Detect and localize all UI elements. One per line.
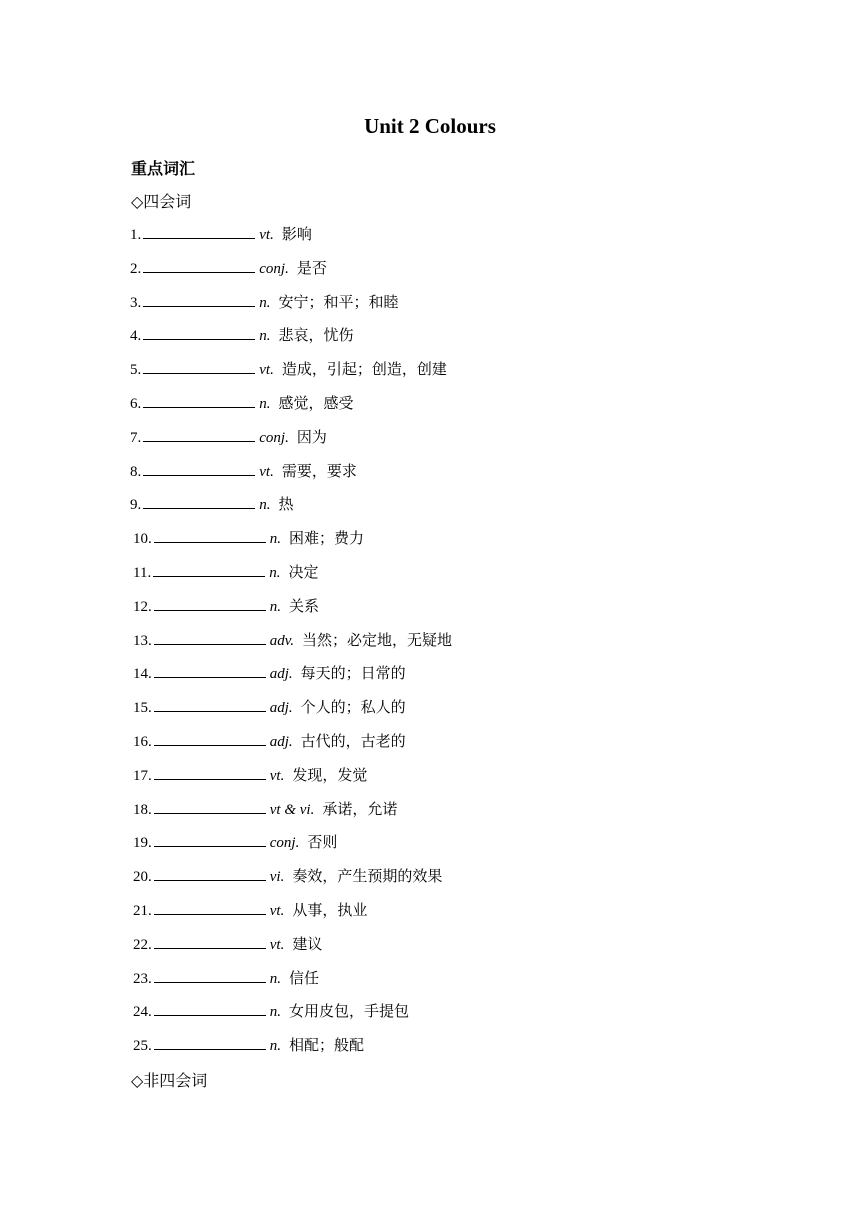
subsection-heading-four-skill-words: ◇四会词: [131, 192, 192, 211]
page-title: Unit 2 Colours: [364, 114, 496, 138]
item-number: 14.: [133, 666, 152, 682]
chinese-meaning: 热: [278, 495, 294, 513]
item-number: 13.: [133, 633, 152, 649]
answer-blank[interactable]: [154, 629, 266, 645]
part-of-speech: n.: [259, 497, 271, 513]
answer-blank[interactable]: [143, 257, 255, 273]
answer-blank[interactable]: [143, 460, 255, 476]
vocab-item: [133, 763, 367, 787]
answer-blank[interactable]: [154, 696, 266, 712]
answer-blank[interactable]: [143, 392, 255, 408]
item-number: 24.: [133, 1004, 152, 1020]
section-heading: 重点词汇: [131, 159, 196, 178]
answer-blank[interactable]: [154, 1000, 266, 1016]
item-number: 25.: [133, 1038, 152, 1054]
part-of-speech: n.: [259, 328, 271, 344]
item-number: 11.: [133, 565, 152, 581]
chinese-meaning: 悲哀，忧伤: [278, 326, 354, 344]
part-of-speech: n.: [269, 531, 281, 547]
chinese-meaning: 发现，发觉: [292, 766, 368, 784]
vocab-item: [130, 391, 354, 415]
vocab-item: [133, 695, 406, 719]
item-number: 4.: [130, 328, 142, 344]
vocab-item: [133, 898, 367, 922]
answer-blank[interactable]: [154, 933, 266, 949]
subsection-heading-non-four-skill-words: ◇非四会词: [131, 1071, 208, 1090]
chinese-meaning: 造成，引起；创造，创建: [281, 360, 447, 378]
item-number: 23.: [133, 971, 152, 987]
item-number: 22.: [133, 937, 152, 953]
part-of-speech: conj.: [259, 261, 289, 277]
answer-blank[interactable]: [143, 426, 255, 442]
item-number: 20.: [133, 869, 152, 885]
vocab-item: [133, 560, 318, 584]
vocab-item: [133, 526, 364, 550]
item-number: 12.: [133, 599, 152, 615]
item-number: 5.: [130, 362, 142, 378]
vocab-item: [133, 966, 319, 990]
chinese-meaning: 需要，要求: [281, 462, 357, 480]
part-of-speech: vt.: [259, 362, 274, 378]
chinese-meaning: 奏效，产生预期的效果: [292, 867, 443, 885]
part-of-speech: n.: [269, 971, 281, 987]
part-of-speech: adv.: [269, 633, 295, 649]
answer-blank[interactable]: [143, 324, 255, 340]
vocab-item: [133, 797, 397, 821]
answer-blank[interactable]: [154, 527, 266, 543]
chinese-meaning: 影响: [281, 225, 312, 243]
chinese-meaning: 古代的，古老的: [300, 732, 406, 750]
vocab-item: [133, 594, 319, 618]
vocab-item: [130, 256, 327, 280]
vocab-item: [133, 1033, 364, 1057]
vocab-item: [130, 290, 399, 314]
part-of-speech: adj.: [269, 700, 293, 716]
part-of-speech: vt.: [259, 464, 274, 480]
vocab-item: [133, 729, 406, 753]
chinese-meaning: 承诺，允诺: [322, 800, 398, 818]
chinese-meaning: 安宁；和平；和睦: [278, 293, 399, 311]
answer-blank[interactable]: [154, 764, 266, 780]
item-number: 2.: [130, 261, 142, 277]
chinese-meaning: 决定: [288, 563, 319, 581]
item-number: 9.: [130, 497, 142, 513]
answer-blank[interactable]: [154, 595, 266, 611]
chinese-meaning: 从事，执业: [292, 901, 368, 919]
item-number: 21.: [133, 903, 152, 919]
part-of-speech: n.: [259, 396, 271, 412]
answer-blank[interactable]: [143, 358, 255, 374]
item-number: 16.: [133, 734, 152, 750]
part-of-speech: n.: [259, 295, 271, 311]
vocab-item: [133, 661, 406, 685]
part-of-speech: vt.: [269, 937, 285, 953]
part-of-speech: vt.: [259, 227, 274, 243]
item-number: 10.: [133, 531, 152, 547]
part-of-speech: vt.: [269, 768, 285, 784]
answer-blank[interactable]: [143, 223, 255, 239]
part-of-speech: vt & vi.: [269, 802, 315, 818]
vocab-item: [130, 459, 357, 483]
chinese-meaning: 当然；必定地，无疑地: [302, 631, 453, 649]
item-number: 7.: [130, 430, 142, 446]
part-of-speech: conj.: [269, 835, 300, 851]
part-of-speech: conj.: [259, 430, 289, 446]
vocab-item: [133, 999, 409, 1023]
chinese-meaning: 个人的；私人的: [300, 698, 406, 716]
chinese-meaning: 因为: [296, 428, 327, 446]
chinese-meaning: 困难；费力: [289, 529, 365, 547]
part-of-speech: vi.: [269, 869, 285, 885]
part-of-speech: n.: [269, 1004, 281, 1020]
answer-blank[interactable]: [154, 865, 266, 881]
answer-blank[interactable]: [154, 899, 266, 915]
part-of-speech: n.: [269, 599, 281, 615]
chinese-meaning: 关系: [289, 597, 320, 615]
vocab-item: [133, 864, 442, 888]
answer-blank[interactable]: [153, 561, 265, 577]
answer-blank[interactable]: [154, 1034, 266, 1050]
vocab-item: [133, 830, 337, 854]
answer-blank[interactable]: [154, 730, 266, 746]
vocab-item: [130, 492, 294, 516]
chinese-meaning: 女用皮包，手提包: [289, 1002, 410, 1020]
part-of-speech: vt.: [269, 903, 285, 919]
item-number: 1.: [130, 227, 142, 243]
vocab-item: [133, 932, 322, 956]
item-number: 19.: [133, 835, 152, 851]
answer-blank[interactable]: [154, 831, 266, 847]
answer-blank[interactable]: [143, 291, 255, 307]
answer-blank[interactable]: [143, 493, 255, 509]
vocab-item: [133, 628, 452, 652]
chinese-meaning: 是否: [296, 259, 327, 277]
item-number: 17.: [133, 768, 152, 784]
item-number: 18.: [133, 802, 152, 818]
item-number: 6.: [130, 396, 142, 412]
item-number: 3.: [130, 295, 142, 311]
chinese-meaning: 建议: [292, 935, 323, 953]
part-of-speech: n.: [269, 565, 281, 581]
item-number: 8.: [130, 464, 142, 480]
item-number: 15.: [133, 700, 152, 716]
chinese-meaning: 信任: [289, 969, 320, 987]
part-of-speech: adj.: [269, 666, 293, 682]
answer-blank[interactable]: [154, 798, 266, 814]
vocab-item: [130, 357, 447, 381]
chinese-meaning: 相配；般配: [289, 1036, 365, 1054]
part-of-speech: n.: [269, 1038, 281, 1054]
vocab-item: [130, 425, 327, 449]
chinese-meaning: 否则: [307, 833, 338, 851]
vocab-item: [130, 323, 354, 347]
answer-blank[interactable]: [154, 967, 266, 983]
answer-blank[interactable]: [154, 662, 266, 678]
chinese-meaning: 每天的；日常的: [300, 664, 406, 682]
chinese-meaning: 感觉，感受: [278, 394, 354, 412]
part-of-speech: adj.: [269, 734, 293, 750]
vocab-item: [130, 222, 312, 246]
